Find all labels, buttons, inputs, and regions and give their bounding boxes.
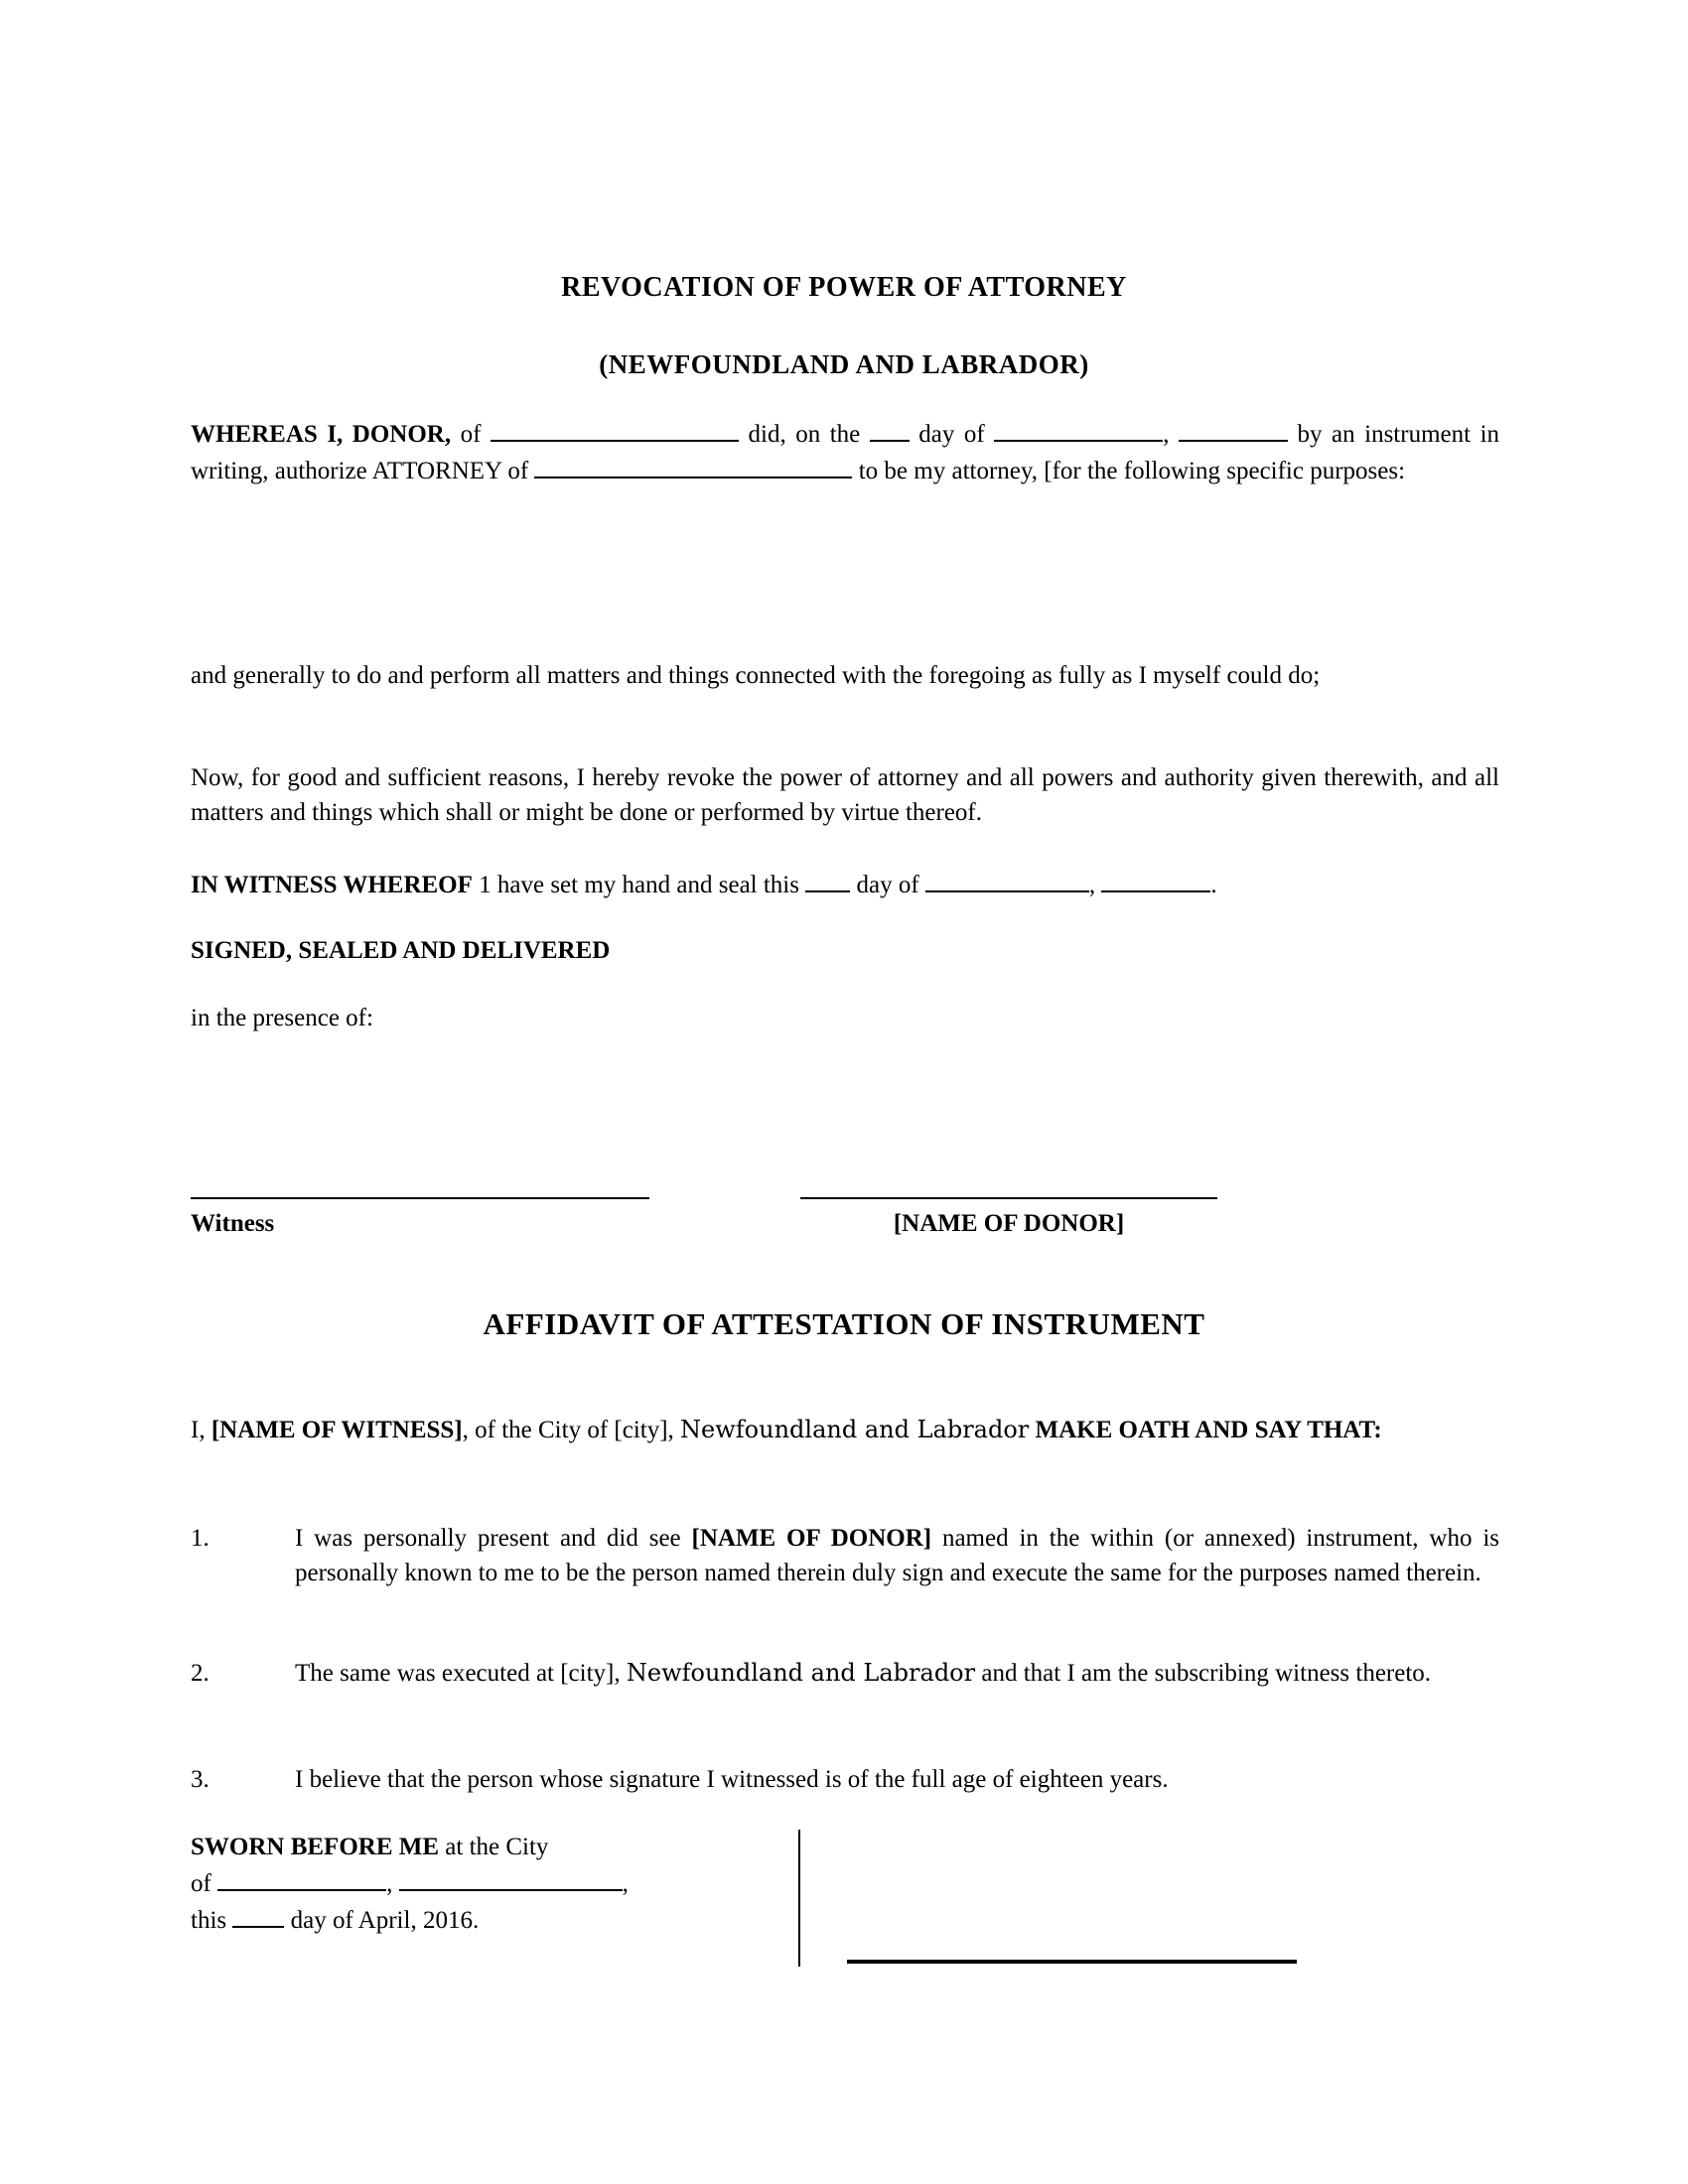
presence-line: in the presence of: bbox=[191, 1005, 373, 1031]
donor-signature-line bbox=[800, 1197, 1217, 1199]
sworn-line-3: this day of April, 2016. bbox=[191, 1901, 747, 1938]
document-subtitle: (NEWFOUNDLAND AND LABRADOR) bbox=[599, 349, 1089, 379]
jurat-divider bbox=[798, 1830, 800, 1967]
sworn-province-blank bbox=[399, 1864, 623, 1891]
seal-day-blank bbox=[805, 866, 850, 892]
commissioner-signature-line bbox=[847, 1960, 1297, 1964]
affidavit-item-3 bbox=[191, 1762, 1499, 1797]
witness-label: Witness bbox=[191, 1210, 275, 1237]
witness-whereof-paragraph: IN WITNESS WHEREOF 1 have set my hand and seal this day of , . bbox=[191, 866, 1499, 902]
witness-signature-line bbox=[191, 1197, 649, 1199]
affidavit-item-1 bbox=[191, 1521, 1499, 1590]
province-name: Newfoundland and Labrador bbox=[680, 1416, 1030, 1443]
item-2-number: 2. bbox=[191, 1660, 210, 1687]
signed-sealed-line: SIGNED, SEALED AND DELIVERED bbox=[191, 937, 611, 964]
item-1-number: 1. bbox=[191, 1525, 210, 1552]
seal-year-blank bbox=[1101, 866, 1210, 892]
sworn-line-2: of , , bbox=[191, 1864, 747, 1901]
seal-month-blank bbox=[925, 866, 1089, 892]
witness-name-placeholder: [NAME OF WITNESS] bbox=[211, 1417, 463, 1443]
donor-name-label: [NAME OF DONOR] bbox=[893, 1210, 1125, 1237]
item-3-text: I believe that the person whose signature I witnessed is of the full age of eighteen years. bbox=[295, 1766, 1169, 1793]
revocation-paragraph: Now, for good and sufficient reasons, I hereby revoke the power of attorney and all powers and authority given therewith, and all matters and things which shall or might be done or performed by virtue thereof. bbox=[191, 764, 1499, 826]
sworn-block bbox=[191, 1830, 747, 1938]
whereas-paragraph: WHEREAS I, DONOR, of did, on the day of , by an instrument in writing, authorize ATTORNEY of to be my attorney, [for the following specific purposes: bbox=[191, 415, 1499, 488]
affidavit-title: AFFIDAVIT OF ATTESTATION OF INSTRUMENT bbox=[483, 1306, 1205, 1341]
affidavit-item-2 bbox=[191, 1656, 1499, 1691]
month-blank bbox=[994, 415, 1163, 442]
province-name: Newfoundland and Labrador bbox=[626, 1659, 976, 1687]
sworn-lead: SWORN BEFORE ME bbox=[191, 1834, 440, 1860]
witness-whereof-lead: IN WITNESS WHEREOF bbox=[191, 872, 473, 898]
oath-paragraph: I, [NAME OF WITNESS], of the City of [city], Newfoundland and Labrador MAKE OATH AND SAY THAT: bbox=[191, 1416, 1382, 1443]
donor-city-blank bbox=[491, 415, 739, 442]
item-1-text: I was personally present and did see [NAME OF DONOR] named in the within (or annexed) instrument, who is personally known to me to be the person named therein duly sign and execute the same for the purposes named therein. bbox=[295, 1525, 1499, 1586]
donor-name-placeholder: [NAME OF DONOR] bbox=[691, 1525, 932, 1552]
year-blank bbox=[1179, 415, 1288, 442]
day-blank bbox=[870, 415, 910, 442]
sworn-day-blank bbox=[232, 1901, 284, 1928]
sworn-city-blank bbox=[217, 1864, 386, 1891]
item-3-number: 3. bbox=[191, 1766, 210, 1793]
generally-paragraph: and generally to do and perform all matters and things connected with the foregoing as fully as I myself could do; bbox=[191, 662, 1321, 689]
item-2-text: The same was executed at [city], Newfoundland and Labrador and that I am the subscribing witness thereto. bbox=[295, 1659, 1432, 1687]
whereas-lead: WHEREAS I, DONOR, bbox=[191, 421, 452, 448]
attorney-name-blank bbox=[534, 452, 852, 478]
document-title: REVOCATION OF POWER OF ATTORNEY bbox=[561, 272, 1127, 303]
sworn-line-1: SWORN BEFORE ME at the City bbox=[191, 1834, 549, 1860]
